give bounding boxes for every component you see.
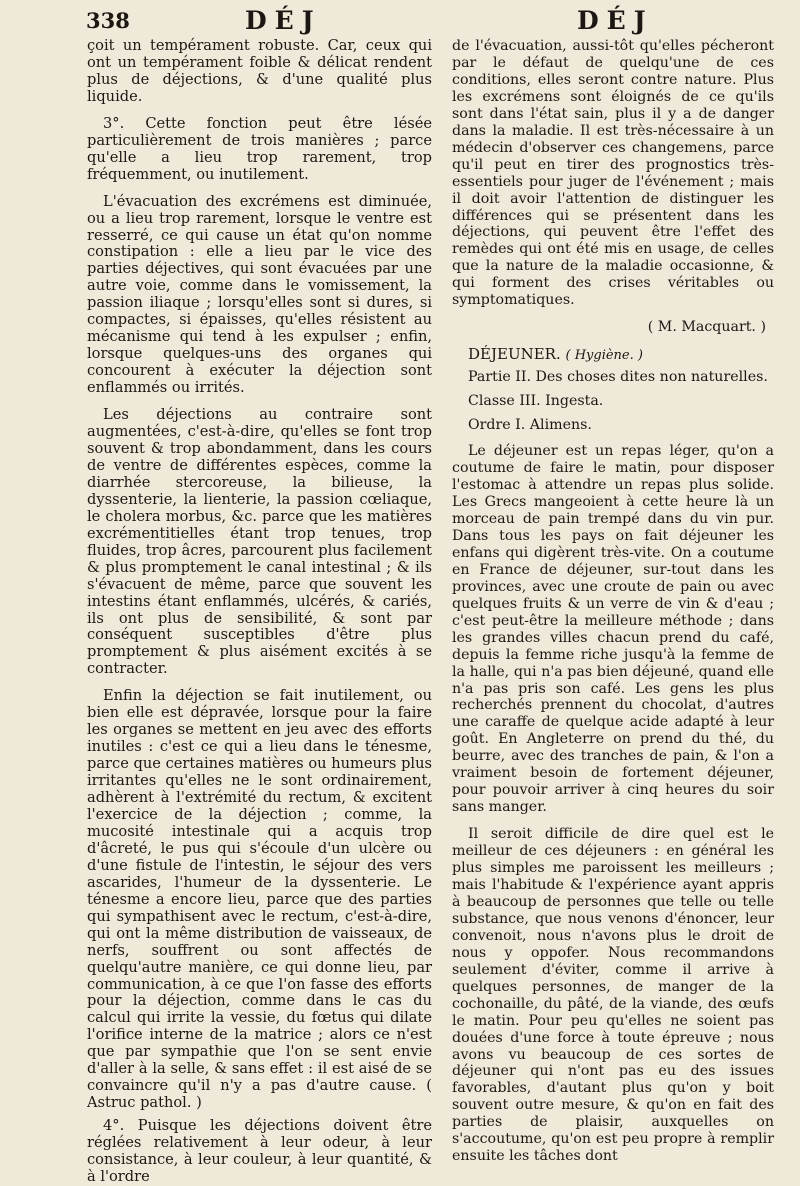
running-head-right: DÉJ — [577, 6, 654, 35]
classification-partie: Partie II. Des choses dites non naturelles. — [468, 369, 768, 386]
left-column — [87, 38, 432, 1186]
paragraph: L'évacuation des excrémens est diminuée, ou a lieu trop rarement, lorsque le ventre est resserré, ce qui cause un état qu'on nomme constipation : elle a lieu par le vice des parties déjectives, qui sont évacuées par une autre voie, comme dans le vomissement, la passion iliaque ; lorsqu'elles sont si dures, si compactes, si épaisses, qu'elles résistent au mécanisme qui tend à les expulser ; enfin, lorsque quelques-uns des organes qui concourent à exécuter la déjection sont enflammés ou irrités. — [87, 192, 432, 397]
running-head-left: DÉJ — [245, 6, 322, 35]
classification-ordre: Ordre I. Alimens. — [468, 417, 592, 434]
author-signature: ( M. Macquart. ) — [647, 319, 766, 336]
classification-classe: Classe III. Ingesta. — [468, 393, 604, 410]
paragraph: 4°. Puisque les déjections doivent être réglées relativement à leur odeur, à leur consistance, à leur couleur, à leur quantité, & à l'ordre — [87, 1117, 432, 1185]
entry-category: ( Hygiène. ) — [565, 348, 643, 364]
right-column — [452, 38, 774, 1165]
paragraph: 3°. Cette fonction peut être lésée particulièrement de trois manières ; parce qu'elle a lieu trop rarement, trop fréquemment, ou inutilement. — [87, 114, 432, 183]
running-header — [0, 0, 800, 40]
entry-heading — [452, 346, 774, 365]
paragraph: çoit un tempérament robuste. Car, ceux qui ont un tempérament foible & délicat rendent plus de déjections, & d'une qualité plus liquide. — [87, 37, 432, 105]
paragraph: Le déjeuner est un repas léger, qu'on a coutume de faire le matin, pour disposer l'estomac à attendre un repas plus solide. Les Grecs mangeoient à cette heure là un morceau de pain trempé dans du vin pur. Dans tous les pays on fait déjeuner les enfans qui digèrent très-vite. On a coutume en France de déjeuner, sur-tout dans les provinces, avec une croute de pain ou avec quelques fruits & un verre de vin & d'eau ; c'est peut-être la meilleure méthode ; dans les grandes villes chacun prend du café, depuis la femme riche jusqu'à la femme de la halle, qui n'a pas bien déjeuné, quand elle n'a pas pris son café. Les gens les plus recherchés prennent du chocolat, d'autres une caraffe de quelque acide adapté à leur goût. En Angleterre on prend du thé, du beurre, avec des tranches de pain, & l'on a vraiment besoin de fortement déjeuner, pour pouvoir arriver à cinq heures du soir sans manger. — [452, 443, 774, 816]
paragraph: Les déjections au contraire sont augmentées, c'est-à-dire, qu'elles se font trop souvent & trop abondamment, dans les cours de ventre de différentes espèces, comme la diarrhée stercoreuse, la bilieuse, la dyssenterie, la lienterie, la passion cœliaque, le cholera morbus, &c. parce que les matières excrémentitielles étant trop tenues, trop fluides, trop âcres, parcourent plus facilement & plus promptement le canal intestinal ; & ils s'évacuent de même, parce que souvent les intestins étant enflammés, ulcérés, & cariés, ils ont plus de sensibilité, & sont par conséquent susceptibles d'être plus promptement & plus aisément excités à se contracter. — [87, 406, 432, 678]
entry-word: DÉJEUNER. — [468, 345, 561, 364]
paragraph: Enfin la déjection se fait inutilement, ou bien elle est dépravée, lorsque pour la faire les organes se mettent en jeu avec des efforts inutiles : c'est ce qui a lieu dans le ténesme, parce que certaines matières ou humeurs plus irritantes qu'elles ne le sont ordinairement, adhèrent à l'extrémité du rectum, & excitent l'exercice de la déjection ; comme, la mucosité intestinale qui a acquis trop d'âcreté, le pus qui s'écoule d'un ulcère ou d'une fistule de l'intestin, le séjour des vers ascarides, l'humeur de la dyssenterie. Le ténesme a encore lieu, parce que des parties qui sympathisent avec le rectum, c'est-à-dire, qui ont la même distribution de vaisseaux, de nerfs, souffrent ou sont affectés de quelqu'autre manière, ce qui donne lieu, par communication, à ce que l'on fasse des efforts pour la déjection, comme dans le cas du calcul qui irrite la vessie, du fœtus qui dilate l'orifice interne de la matrice ; alors ce n'est que par sympathie que l'on se sent envie d'aller à la selle, & sans effet : il est aisé de se convaincre qu'il n'y a pas d'autre cause. ( Astruc pathol. ) — [87, 687, 432, 1112]
page-number: 338 — [86, 8, 130, 33]
paragraph: Il seroit difficile de dire quel est le meilleur de ces déjeuners : en général les plus simples me paroissent les meilleurs ; mais l'habitude & l'expérience ayant appris à beaucoup de personnes que telle ou telle substance, que nous venons d'énoncer, leur convenoit, nous n'avons plus le droit de nous y oppofer. Nous recommandons seulement d'éviter, comme il arrive à quelques personnes, de manger de la cochonaille, du pâté, de la viande, des œufs le matin. Pour peu qu'elles ne soient pas douées d'une force à toute épreuve ; nous avons vu beaucoup de ces sortes de déjeuner qui n'ont pas eu des issues favorables, d'autant plus qu'on y boit souvent outre mesure, & qu'on en fait des parties de plaisir, auxquelles on s'accoutume, qu'on est peu propre à remplir ensuite les tâches dont — [452, 826, 774, 1165]
paragraph: de l'évacuation, aussi-tôt qu'elles pécheront par le défaut de quelqu'une de ces conditions, elles seront contre nature. Plus les excrémens sont éloignés de ce qu'ils sont dans l'état sain, plus il y a de danger dans la maladie. Il est très-nécessaire à un médecin d'observer ces changemens, parce qu'il peut en tirer des prognostics très-essentiels pour juger de l'événement ; mais il doit avoir l'attention de distinguer les différences qui se présentent dans les déjections, qui peuvent être l'effet des remèdes qui ont été mis en usage, de celles que la nature de la maladie occasionne, & qui forment des crises véritables ou symptomatiques. — [452, 38, 774, 309]
